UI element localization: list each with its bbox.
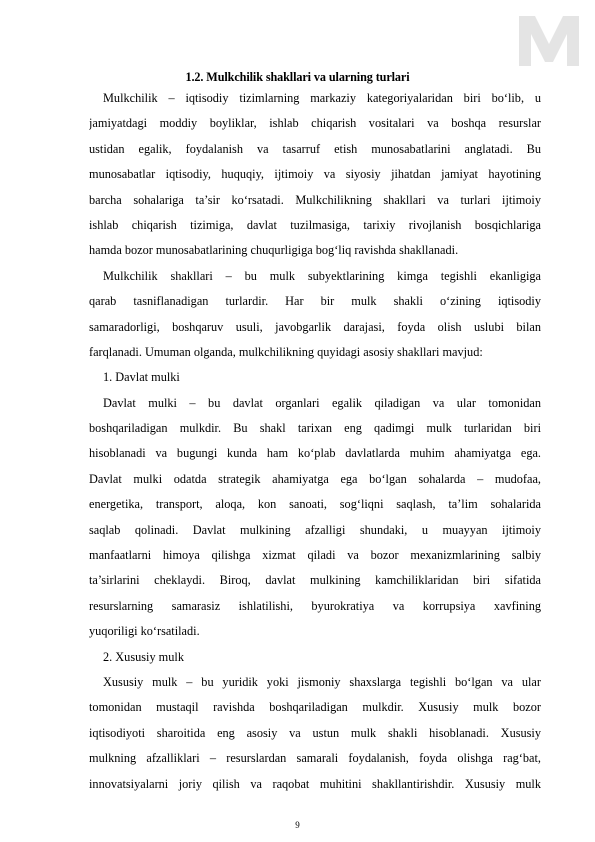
text-line: samaradorligi, boshqaruv usuli, javobgarlik darajasi, foyda olish uslubi bilan [89, 319, 541, 334]
text-line: boshqariladigan mulkdir. Bu shakl tarixan eng qadimgi mulk turlaridan biri [89, 421, 541, 436]
text-line: innovatsiyalarni joriy qilish va raqobat muhitini shakllantirishdir. Xususiy mulk [89, 776, 541, 791]
text-line: Mulkchilik – iqtisodiy tizimlarning markaziy kategoriyalaridan biri bo‘lib, u [103, 91, 541, 105]
text-line: 2. Xususiy mulk [103, 649, 184, 664]
text-line: mulkning afzalliklari – resurslardan samarali foydalanish, foyda olishga rag‘bat, [89, 751, 541, 766]
text-line: ustidan egalik, foydalanish va tasarruf etish munosabatlarini anglatadi. Bu [89, 141, 541, 156]
text-line: ta’sirlarini cheklaydi. Biroq, davlat mulkining kamchiliklaridan biri sifatida [89, 573, 541, 588]
text-line: Davlat mulki – bu davlat organlari egalik qiladigan va ular tomonidan [103, 395, 541, 410]
text-line: Mulkchilik shakllari – bu mulk subyektlarining kimga tegishli ekanligiga [103, 268, 541, 283]
text-line: resurslarning samarasiz ishlatilishi, byurokratiya va korrupsiya xavfining [89, 598, 541, 613]
text-line: munosabatlar iqtisodiy, huquqiy, ijtimoiy va siyosiy jihatdan jamiyat hayotining [89, 167, 541, 182]
text-line: ishlab chiqarish tizimiga, davlat tuzilmasiga, tarixiy rivojlanish bosqichlariga [89, 217, 541, 232]
body-text [89, 86, 541, 797]
text-line: energetika, transport, aloqa, kon sanoati, sog‘liqni saqlash, ta’lim sohalarida [89, 497, 541, 512]
text-line: barcha sohalariga ta’sir ko‘rsatadi. Mulkchilikning shakllari va turlari ijtimoiy [89, 192, 541, 207]
text-line: iqtisodiyoti sharoitida eng asosiy va ustun mulk shakli hisoblanadi. Xususiy [89, 725, 541, 740]
section-heading: 1.2. Mulkchilik shakllari va ularning turlari [185, 70, 410, 84]
text-line: manfaatlarni himoya qilishga xizmat qiladi va bozor mexanizmlarining salbiy [89, 548, 541, 563]
text-line: farqlanadi. Umuman olganda, mulkchilikning quyidagi asosiy shakllari mavjud: [89, 344, 483, 359]
text-line: 1. Davlat mulki [103, 370, 180, 385]
text-line: yuqoriligi ko‘rsatiladi. [89, 624, 200, 639]
text-line: hisoblanadi va bugungi kunda ham ko‘plab davlatlarda muhim ahamiyatga ega. [89, 446, 541, 461]
text-line: Xususiy mulk – bu yuridik yoki jismoniy shaxslarga tegishli bo‘lgan va ular [103, 674, 541, 689]
watermark-logo [513, 6, 585, 72]
text-line: saqlab qolinadi. Davlat mulkining afzalligi shundaki, u muayyan ijtimoiy [89, 522, 541, 537]
text-line: qarab tasniflanadigan turlardir. Har bir mulk shakli o‘zining iqtisodiy [89, 294, 541, 309]
text-line: Davlat mulki odatda strategik ahamiyatga ega bo‘lgan sohalarda – mudofaa, [89, 471, 541, 486]
text-line: jamiyatdagi moddiy boyliklar, ishlab chiqarish vositalari va boshqa resurslar [89, 116, 541, 131]
text-line: tomonidan mustaqil ravishda boshqariladigan mulkdir. Xususiy mulk bozor [89, 700, 541, 715]
page-number: 9 [295, 820, 300, 830]
text-line: hamda bozor munosabatlarining chuqurligiga bog‘liq ravishda shakllanadi. [89, 243, 459, 258]
